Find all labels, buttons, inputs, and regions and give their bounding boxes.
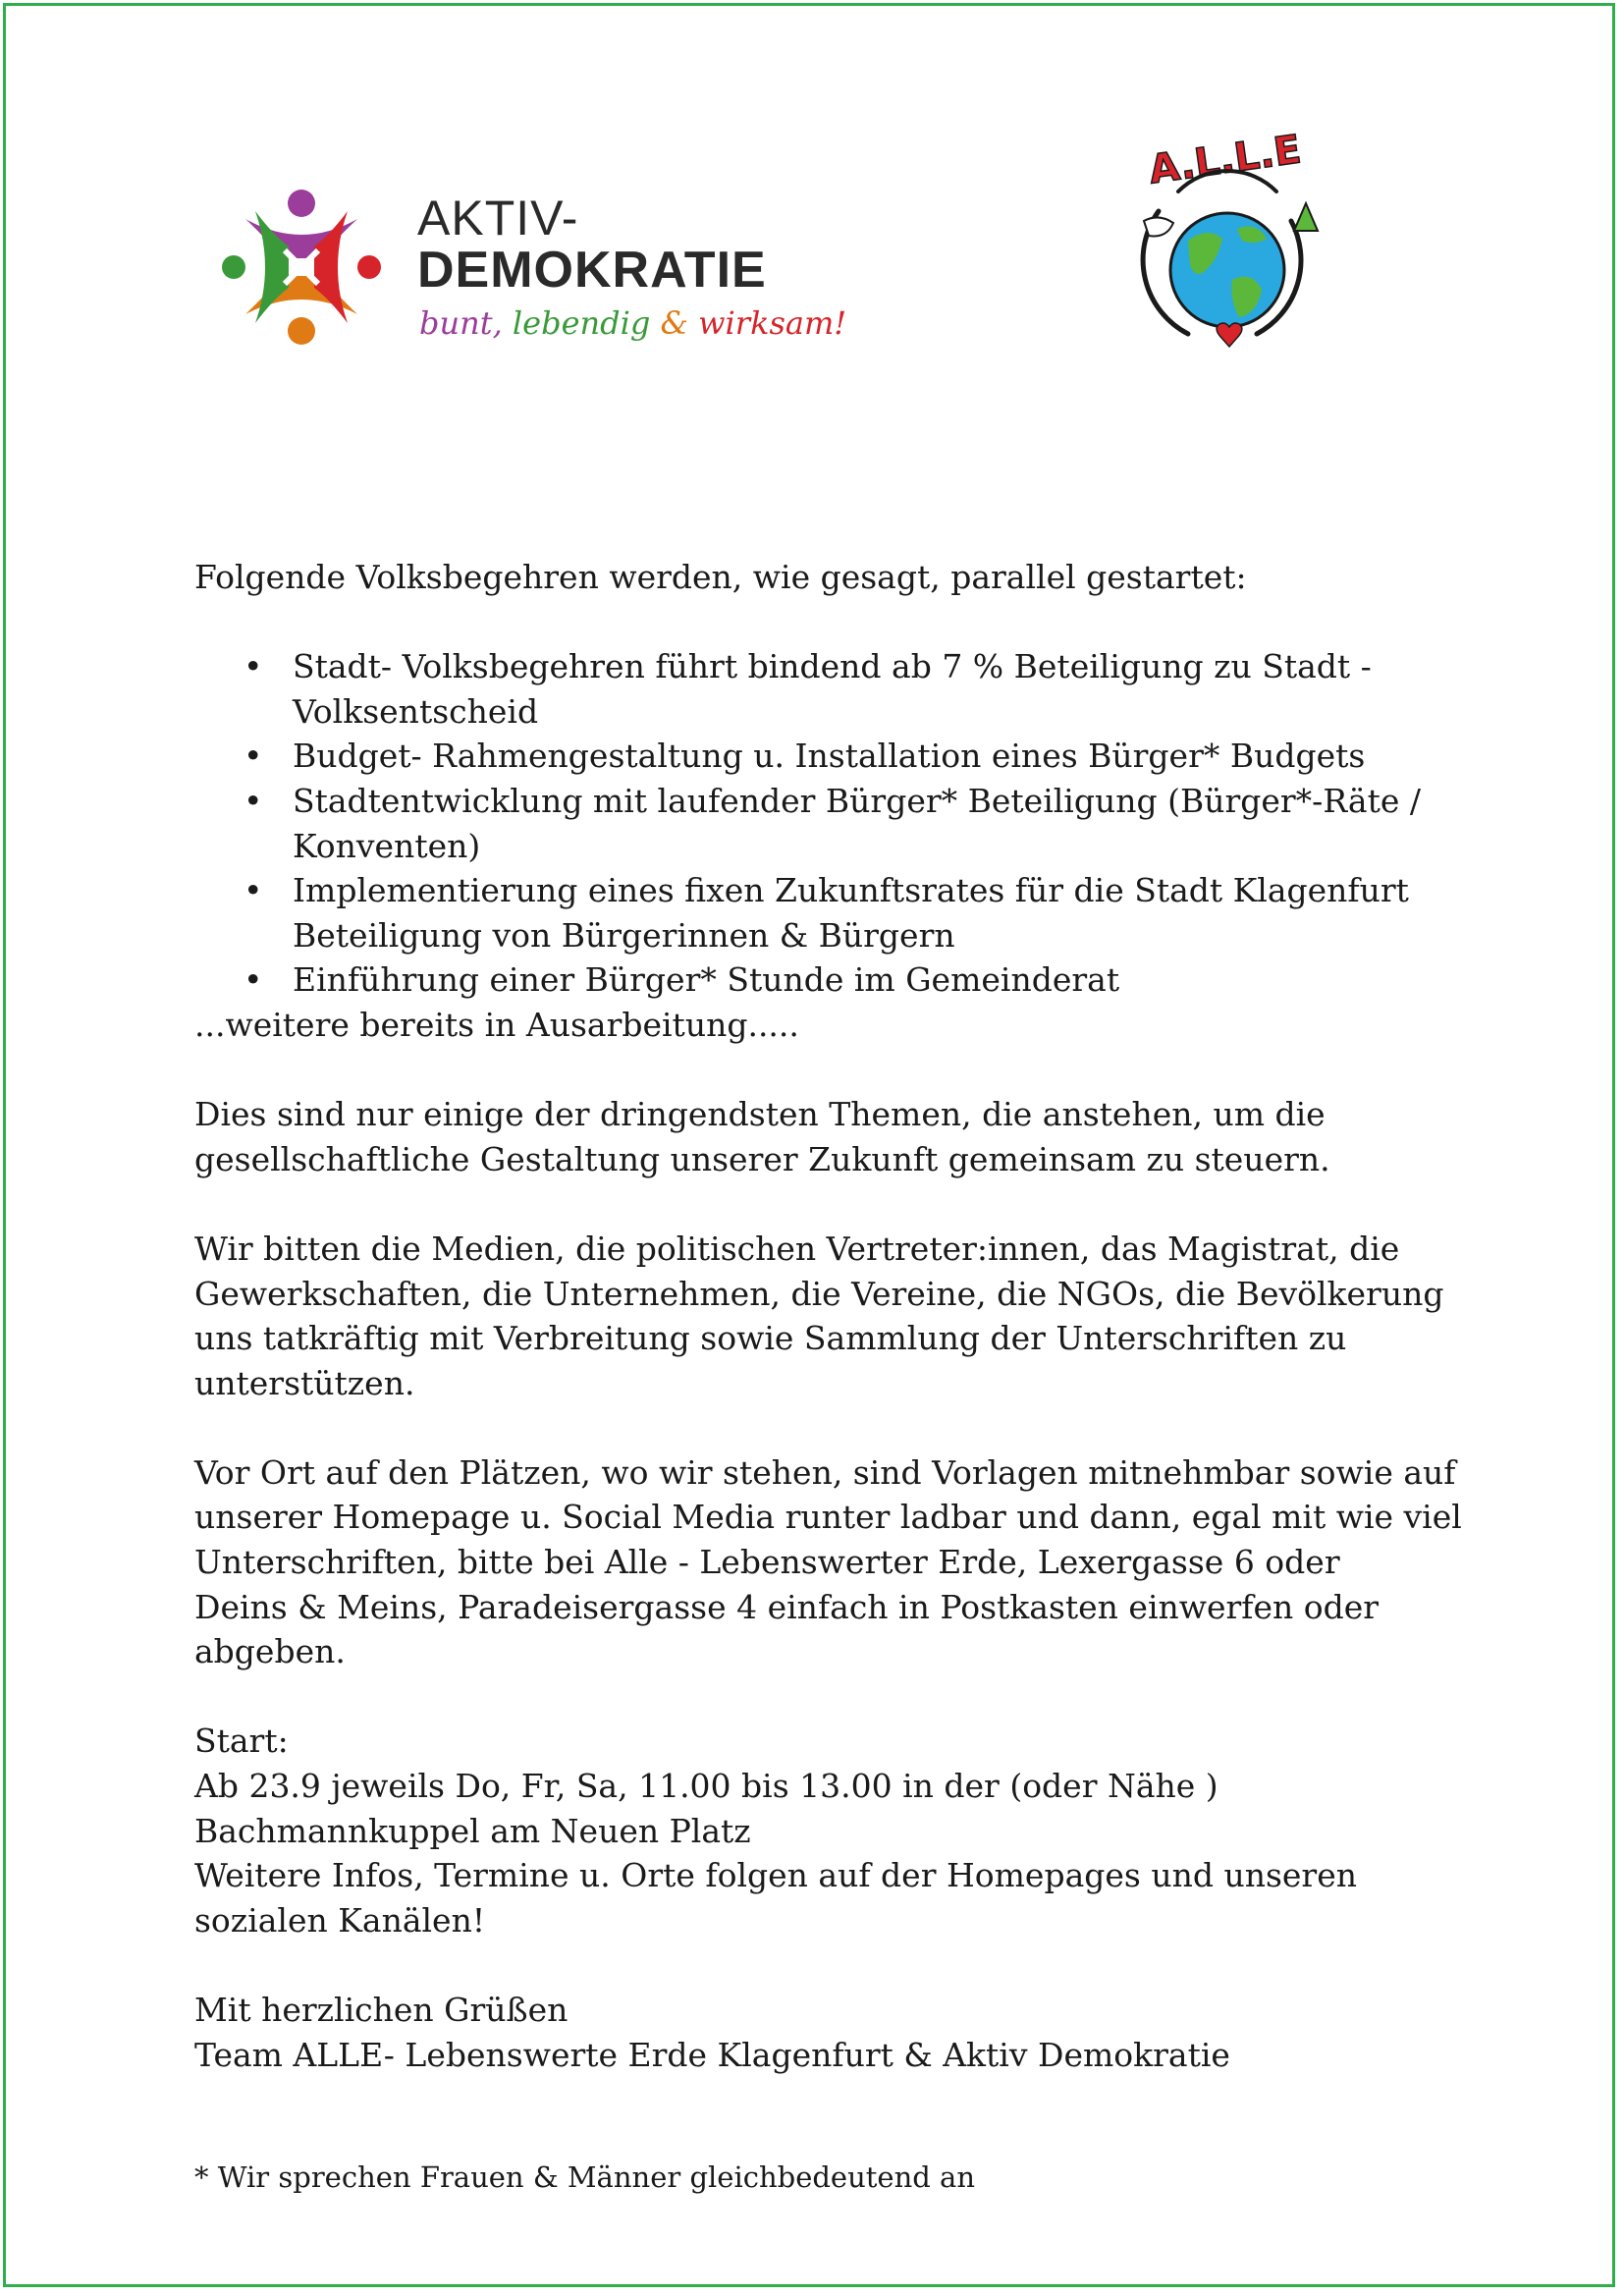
aktiv-word: AKTIV- bbox=[417, 191, 579, 246]
initiative-list bbox=[194, 644, 1471, 1003]
list-item: • Stadt- Volksbegehren führt bindend ab 7 % Beteiligung zu Stadt - Volksentscheid bbox=[194, 644, 1471, 734]
paragraph-start: Start: Ab 23.9 jeweils Do, Fr, Sa, 11.00 bis 13.00 in der (oder Nähe ) Bachmannkuppel am Neuen Platz Weitere Infos, Termine u. Orte folgen auf der Homepages und unseren sozialen Kanälen! bbox=[194, 1722, 1357, 1940]
paragraph-collection: Vor Ort auf den Plätzen, wo wir stehen, sind Vorlagen mitnehmbar sowie auf unserer Homepage u. Social Media runter ladbar und dann, egal mit wie viel Unterschriften, bitte bei Alle - Lebenswerter Erde, Lexergasse 6 oder Deins & Meins, Paradeisergasse 4 einfach in Postkasten einwerfen oder abgeben. bbox=[194, 1452, 1462, 1671]
list-item: • Einführung einer Bürger* Stunde im Gemeinderat bbox=[194, 957, 1471, 1003]
footnote: * Wir sprechen Frauen & Männer gleichbedeutend an bbox=[194, 2160, 976, 2194]
people-circle-logo-icon bbox=[216, 182, 383, 349]
demokratie-word: DEMOKRATIE bbox=[417, 242, 767, 299]
paragraph-appeal: Wir bitten die Medien, die politischen Vertreter:innen, das Magistrat, die Gewerkschaften, die Unternehmen, die Vereine, die NGOs, die Bevölkerung uns tatkräftig mit Verbreitung sowie Sammlung der Unterschriften zu unterstützen. bbox=[194, 1229, 1444, 1402]
list-item: • Implementierung eines fixen Zukunftsrates für die Stadt Klagenfurt Beteiligung von Bürgerinnen & Bürgern bbox=[194, 868, 1471, 957]
alle-logo bbox=[1119, 123, 1335, 368]
logo-tagline: bunt, lebendig & wirksam! bbox=[419, 304, 847, 342]
aktiv-demokratie-logo bbox=[216, 182, 847, 358]
letter-body bbox=[194, 555, 1471, 2077]
closing-signature: Mit herzlichen Grüßen Team ALLE- Lebenswerte Erde Klagenfurt & Aktiv Demokratie bbox=[194, 1991, 1230, 2074]
more-text: ...weitere bereits in Ausarbeitung..... bbox=[194, 1005, 799, 1044]
globe-logo-icon bbox=[1119, 123, 1335, 368]
intro-text: Folgende Volksbegehren werden, wie gesagt, parallel gestartet: bbox=[194, 558, 1247, 596]
list-item: • Budget- Rahmengestaltung u. Installation eines Bürger* Budgets bbox=[194, 734, 1471, 779]
list-item: • Stadtentwicklung mit laufender Bürger* Beteiligung (Bürger*-Räte / Konventen) bbox=[194, 779, 1471, 868]
svg-text:A.L.L.E: A.L.L.E bbox=[1146, 127, 1304, 193]
paragraph-topics: Dies sind nur einige der dringendsten Themen, die anstehen, um die gesellschaftliche Gestaltung unserer Zukunft gemeinsam zu steuern. bbox=[194, 1095, 1330, 1178]
